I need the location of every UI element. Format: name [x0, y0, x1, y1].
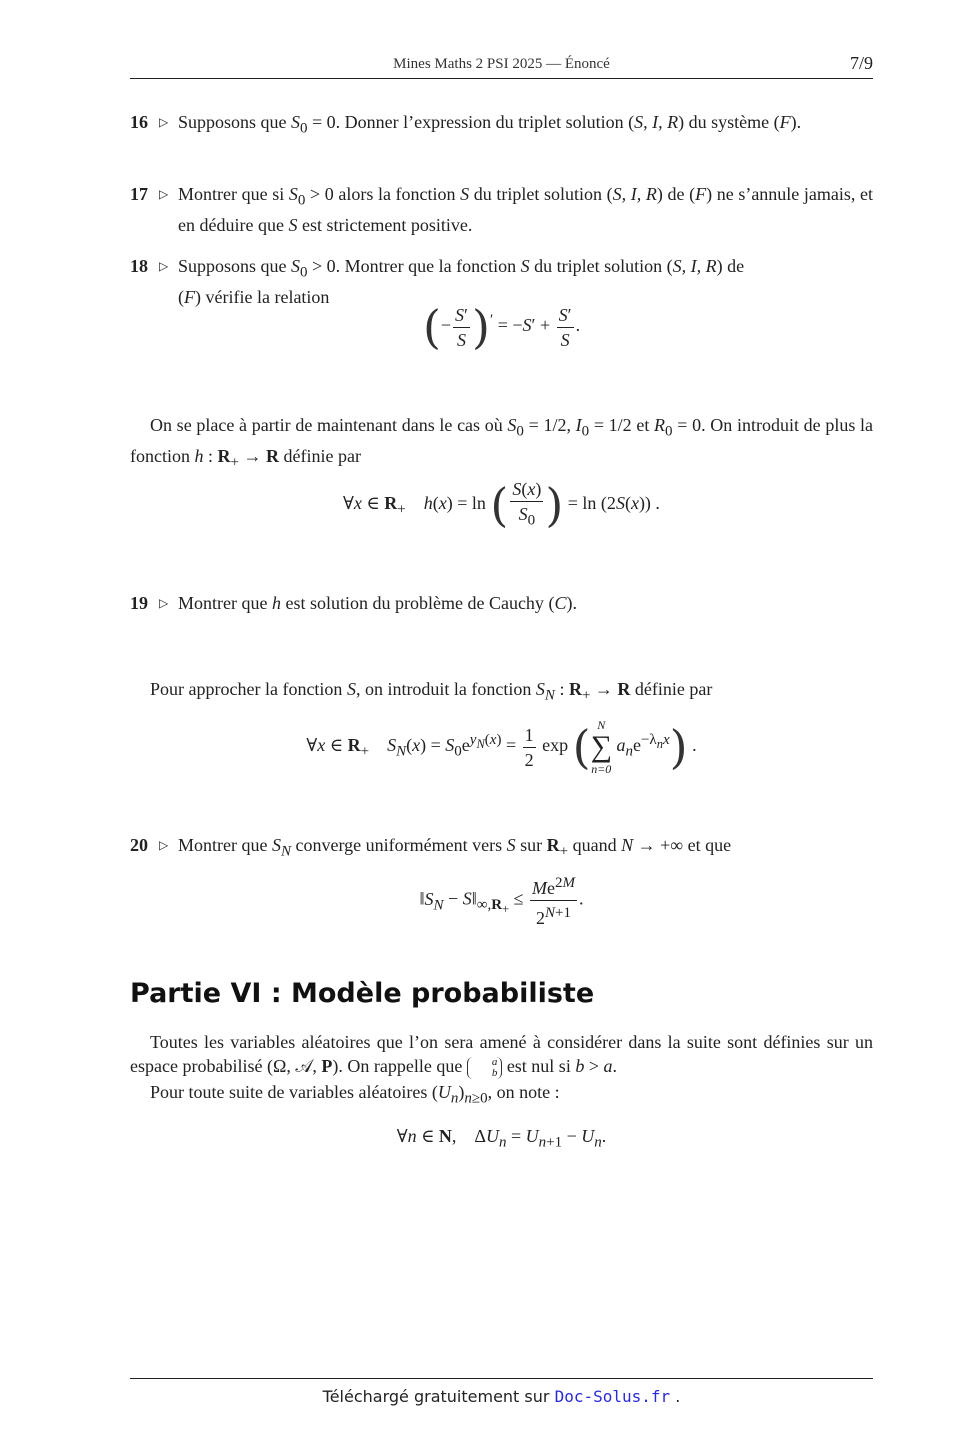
- equation-18: (− $\frac{S'}{S}$ )′ = −S′ + $\frac{S'}{S}$ .: [422, 300, 581, 354]
- triangle-icon: ▷: [159, 115, 169, 129]
- running-header: Mines Maths 2 PSI 2025 — Énoncé: [393, 56, 610, 72]
- q16-text: . Donner l’expression du triplet solution: [335, 112, 629, 132]
- paragraph-h-definition: On se place à partir de maintenant dans le cas où $S_0 = 1/2$, $I_0 = 1/2$ et $R_0 = 0$. On introduit de plus la fonction h : $R_+ \to R$ définie par: [130, 415, 873, 471]
- footer: [130, 1387, 873, 1406]
- p4-text: Pour toute suite de variables aléatoires: [150, 1082, 432, 1102]
- question-17: 17 ▷ Montrer que si $S_0 > 0$ alors la fonction S du triplet solution (S, I, R) de (F) ne s’annule jamais, et en déduire que S est strictement positive.: [130, 184, 874, 235]
- page-number: 7/9: [849, 53, 873, 73]
- question-19: 19 ▷ Montrer que h est solution du problème de Cauchy (C).: [130, 593, 577, 613]
- paragraph-probability-space: Toutes les variables aléatoires que l’on sera amené à considérer dans la suite sont définies sur un espace probabilisé (Ω, 𝒜, P). On rappelle que a b est nul si b > a.: [130, 1032, 873, 1079]
- question-number: 16: [130, 112, 148, 132]
- p2-text: , on introduit la fonction: [355, 679, 536, 699]
- triangle-icon: ▷: [159, 187, 169, 201]
- p1-text: et: [631, 415, 655, 435]
- triangle-icon: ▷: [159, 596, 169, 610]
- q17-text: est strictement positive.: [297, 214, 473, 235]
- doc-solus-link[interactable]: Doc-Solus.fr: [554, 1387, 671, 1406]
- q20-text: quand: [568, 835, 622, 855]
- q18-text: vérifie la relation: [201, 286, 330, 307]
- q18-text: de: [722, 256, 745, 276]
- q19-text: est solution du problème de Cauchy: [280, 593, 549, 613]
- footer-text: Téléchargé gratuitement sur: [322, 1387, 555, 1406]
- p2-text: définie par: [630, 679, 713, 699]
- question-16: 16 ▷ Supposons que $S_0 = 0$. Donner l’expression du triplet solution (S, I, R) du système (F).: [130, 112, 802, 137]
- question-number: 20: [130, 835, 148, 855]
- triangle-icon: ▷: [159, 259, 169, 273]
- header-rule: [130, 78, 873, 79]
- q18-text: Supposons que: [178, 256, 292, 276]
- q17-text: Montrer que si: [178, 184, 289, 204]
- p1-text: définie par: [278, 445, 361, 466]
- p4-text: , on note :: [487, 1082, 560, 1102]
- q20-text: Montrer que: [178, 835, 272, 855]
- p3-text: Toutes les variables aléatoires que l’on sera amené à considérer dans la suite sont définies sur un espace probabilisé: [130, 1032, 873, 1076]
- question-number: 19: [130, 593, 148, 613]
- equation-sn: ∀x ∈ $R_+$ $S_N(x) = S_0e^{y_N(x)}$ = $\frac{1}{2}$ exp ( N ∑ n=0 $a_ne^{-\lambda_nx}$) .: [306, 718, 697, 776]
- paragraph-sn-definition: Pour approcher la fonction S, on introduit la fonction $S_N$ : $R_+ \to R$ définie par: [150, 679, 713, 704]
- p3-text: . On rappelle que: [338, 1056, 467, 1076]
- section-title: Partie VI : Modèle probabiliste: [130, 978, 595, 1009]
- q20-text: sur: [515, 835, 547, 855]
- q17-text: ne s’annule jamais, et en déduire que: [178, 184, 874, 235]
- footer-rule: [130, 1378, 873, 1379]
- question-number: 18: [130, 256, 148, 276]
- q17-text: du triplet solution: [469, 184, 607, 204]
- q18-text: . Montrer que la fonction: [335, 256, 521, 276]
- question-20: 20 ▷ Montrer que $S_N$ converge uniformément vers S sur $R_+$ quand N → +∞ et que: [130, 835, 732, 860]
- q20-text: et que: [683, 835, 732, 855]
- equation-bound: $‖S_N$ − $S‖_{\infty,R_+}$ ≤ $\frac{Me^{2M}}{2^{N+1}}$ .: [130, 872, 873, 929]
- p2-text: Pour approcher la fonction: [150, 679, 347, 699]
- p1-text: . On introduit de plus la fonction: [130, 415, 873, 466]
- q16-text: Supposons que: [178, 112, 292, 132]
- equation-delta: ∀n ∈ N, $\Delta U_n = U_{n+1} - U_n$.: [396, 1126, 607, 1151]
- q17-text: de: [662, 184, 690, 204]
- p3-text: est nul si: [502, 1056, 576, 1076]
- q17-text: alors la fonction: [333, 184, 461, 204]
- q16-text: du système: [684, 112, 774, 132]
- q20-text: converge uniformément vers: [291, 835, 507, 855]
- paragraph-delta: Pour toute suite de variables aléatoires $(U_n)_{n\ge 0}$, on note :: [150, 1082, 560, 1107]
- question-number: 17: [130, 184, 148, 204]
- p1-text: On se place à partir de maintenant dans le cas où: [150, 415, 508, 435]
- q19-text: Montrer que: [178, 593, 272, 613]
- equation-h: ∀x ∈ $R_+$ h(x) = ln ( $\frac{S(x)}{S_0}$ ) = ln (2S(x)) .: [343, 478, 660, 532]
- footer-end: .: [670, 1387, 681, 1406]
- question-18: 18 ▷ Supposons que $S_0 > 0$. Montrer que la fonction S du triplet solution (S, I, R) de (F) vérifie la relation: [130, 256, 745, 307]
- q18-text: du triplet solution: [529, 256, 667, 276]
- triangle-icon: ▷: [159, 838, 169, 852]
